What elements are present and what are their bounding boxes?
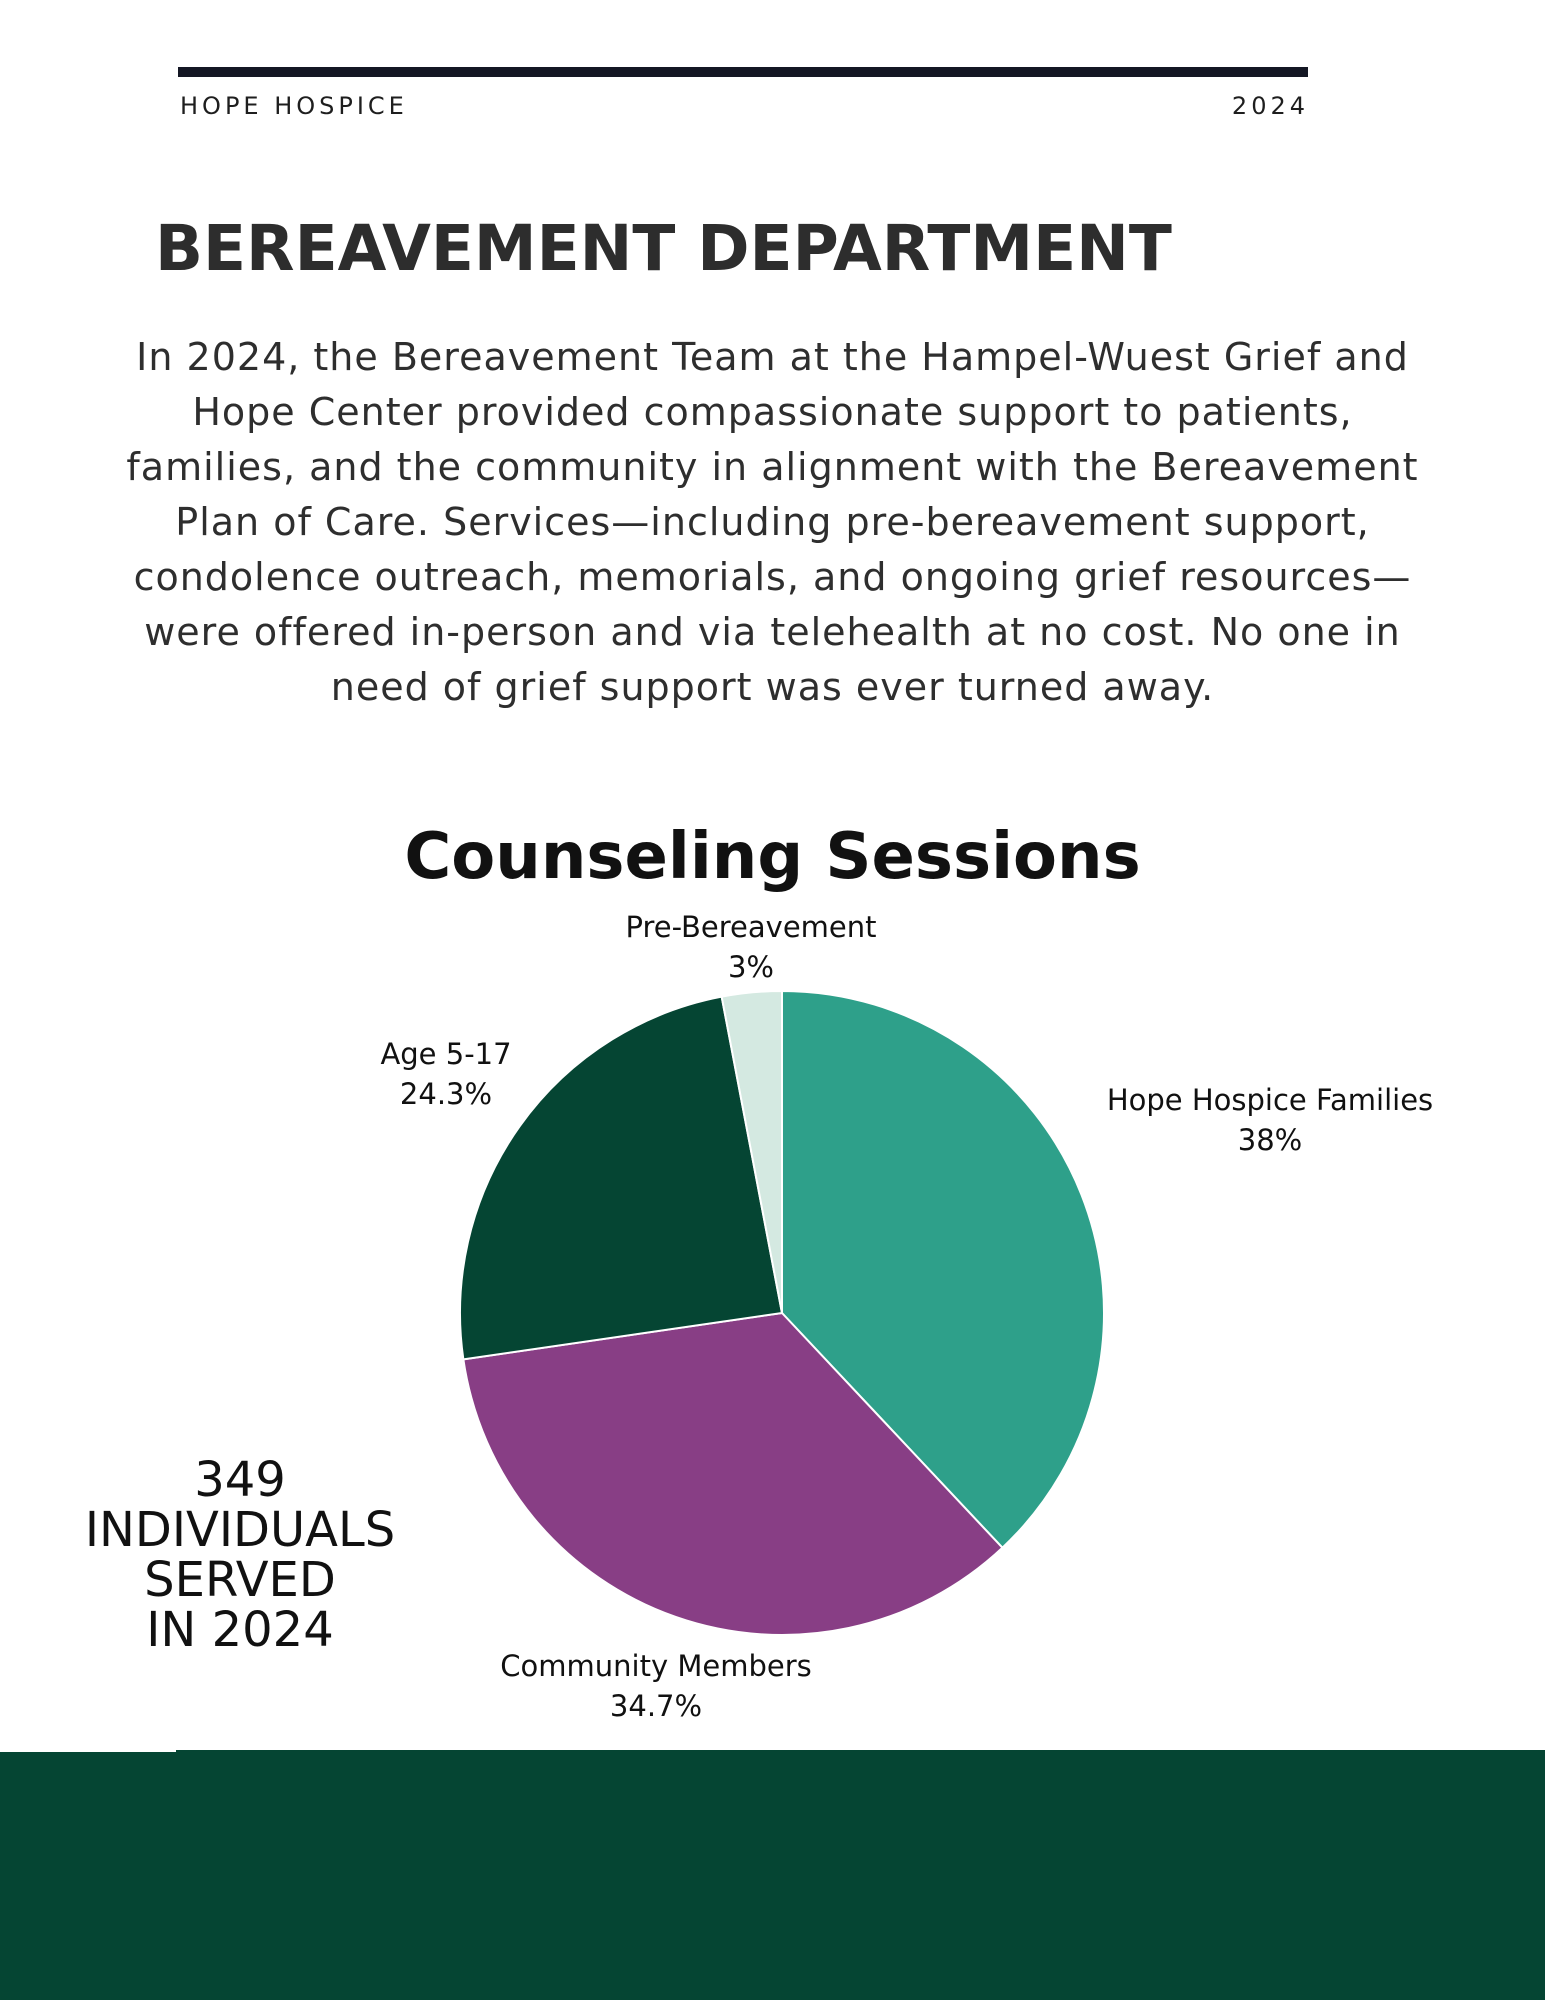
report-year: 2024 [1231,92,1309,120]
slice-label-community-members [500,1646,811,1726]
footer-notch [0,1750,176,1752]
slice-label-name: Hope Hospice Families [1106,1083,1434,1117]
organization-name: HOPE HOSPICE [180,92,408,120]
slice-label-name: Pre-Bereavement [625,910,877,944]
slice-label-value: 38% [1237,1123,1303,1157]
slice-label-pre-bereavement [625,907,876,987]
slice-label-value: 3% [727,950,774,984]
slice-label-name: Age 5-17 [380,1037,512,1071]
stat-line: IN 2024 [146,1602,334,1658]
stat-line: SERVED [144,1552,336,1608]
individuals-served-stat [84,1452,396,1658]
slice-label-hope-hospice-families [1107,1080,1433,1160]
page-title: BEREAVEMENT DEPARTMENT [155,212,1172,285]
slice-label-value: 34.7% [609,1689,703,1723]
stat-line: INDIVIDUALS [84,1502,396,1558]
chart-title: Counseling Sessions [404,820,1141,894]
stat-number: 349 [194,1452,286,1508]
footer-band [0,1750,1545,2000]
slice-label-value: 24.3% [399,1077,493,1111]
slice-label-name: Community Members [500,1649,812,1683]
intro-paragraph: In 2024, the Bereavement Team at the Hampel-Wuest Grief and Hope Center provided compassionate support to patients, families, and the community in alignment with the Bereavement Plan of Care. Services—including pre-bereavement support, condolence outreach, memorials, and ongoing grief resources—were offered in-person and via telehealth at no cost. No one in need of grief support was ever turned away. [126,335,1419,709]
slice-label-age-5-17 [380,1034,511,1114]
